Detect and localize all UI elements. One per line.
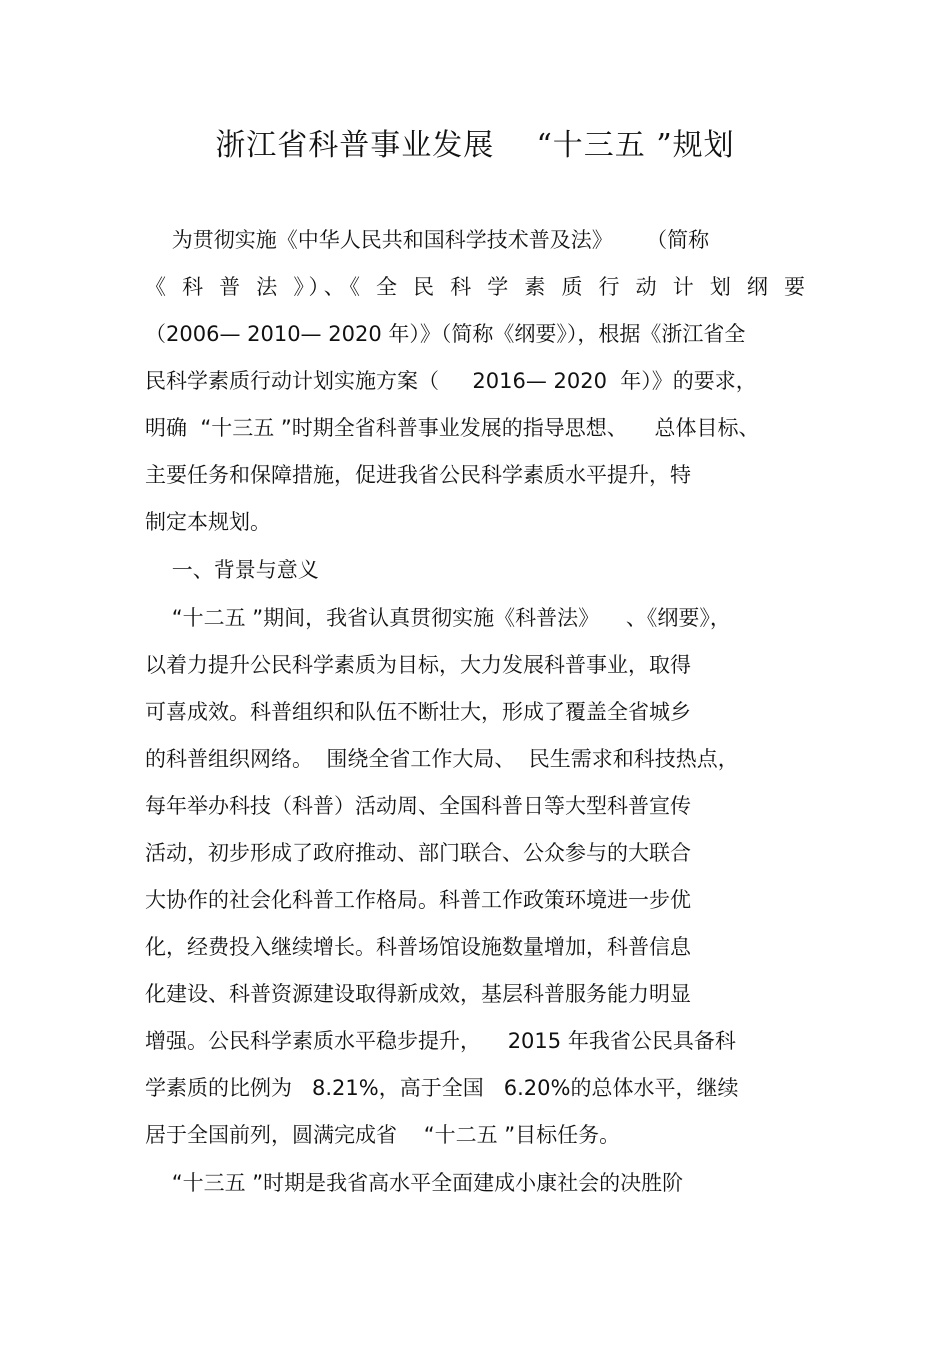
paragraph-line: 居于全国前列，圆满完成省 “十二五 ”目标任务。 (145, 1123, 621, 1147)
paragraph-line: 《 科 普 法 》）、《 全 民 科 学 素 质 行 动 计 划 纲 要 (145, 275, 805, 299)
paragraph-line: 可喜成效。科普组织和队伍不断壮大，形成了覆盖全省城乡 (145, 700, 691, 724)
paragraph-line: 民科学素质行动计划实施方案（ 2016— 2020 年）》的要求， (145, 369, 757, 393)
paragraph-line: 增强。公民科学素质水平稳步提升， 2015 年我省公民具备科 (145, 1029, 736, 1053)
paragraph-line: 的科普组织网络。 围绕全省工作大局、 民生需求和科技热点， (145, 747, 739, 771)
paragraph-line: 大协作的社会化科普工作格局。科普工作政策环境进一步优 (145, 888, 691, 912)
paragraph-line: “十三五 ”时期是我省高水平全面建成小康社会的决胜阶 (145, 1171, 684, 1195)
paragraph-line: （2006— 2010— 2020 年）》（简称《纲要》），根据《浙江省全 (145, 322, 746, 346)
paragraph-line: 制定本规划。 (145, 510, 271, 534)
paragraph-line: 学素质的比例为 8.21%，高于全国 6.20%的总体水平，继续 (145, 1076, 739, 1100)
paragraph-line: 化建设、科普资源建设取得新成效，基层科普服务能力明显 (145, 982, 691, 1006)
paragraph-line: 活动，初步形成了政府推动、部门联合、公众参与的大联合 (145, 841, 691, 865)
paragraph-line: 明确 “十三五 ”时期全省科普事业发展的指导思想、 总体目标、 (145, 416, 760, 440)
paragraph-line: 以着力提升公民科学素质为目标，大力发展科普事业，取得 (145, 653, 691, 677)
section-heading: 一、背景与意义 (145, 558, 319, 582)
paragraph-line: 主要任务和保障措施，促进我省公民科学素质水平提升，特 (145, 463, 691, 487)
paragraph-line: “十二五 ”期间，我省认真贯彻实施《科普法》 、《纲要》， (145, 606, 731, 630)
paragraph-line: 每年举办科技（科普）活动周、全国科普日等大型科普宣传 (145, 794, 691, 818)
paragraph-line: 化，经费投入继续增长。科普场馆设施数量增加，科普信息 (145, 935, 691, 959)
paragraph-line: 为贯彻实施《中华人民共和国科学技术普及法》 （简称 (145, 228, 710, 252)
page-title: 浙江省科普事业发展 “十三五 ”规划 (215, 128, 735, 163)
